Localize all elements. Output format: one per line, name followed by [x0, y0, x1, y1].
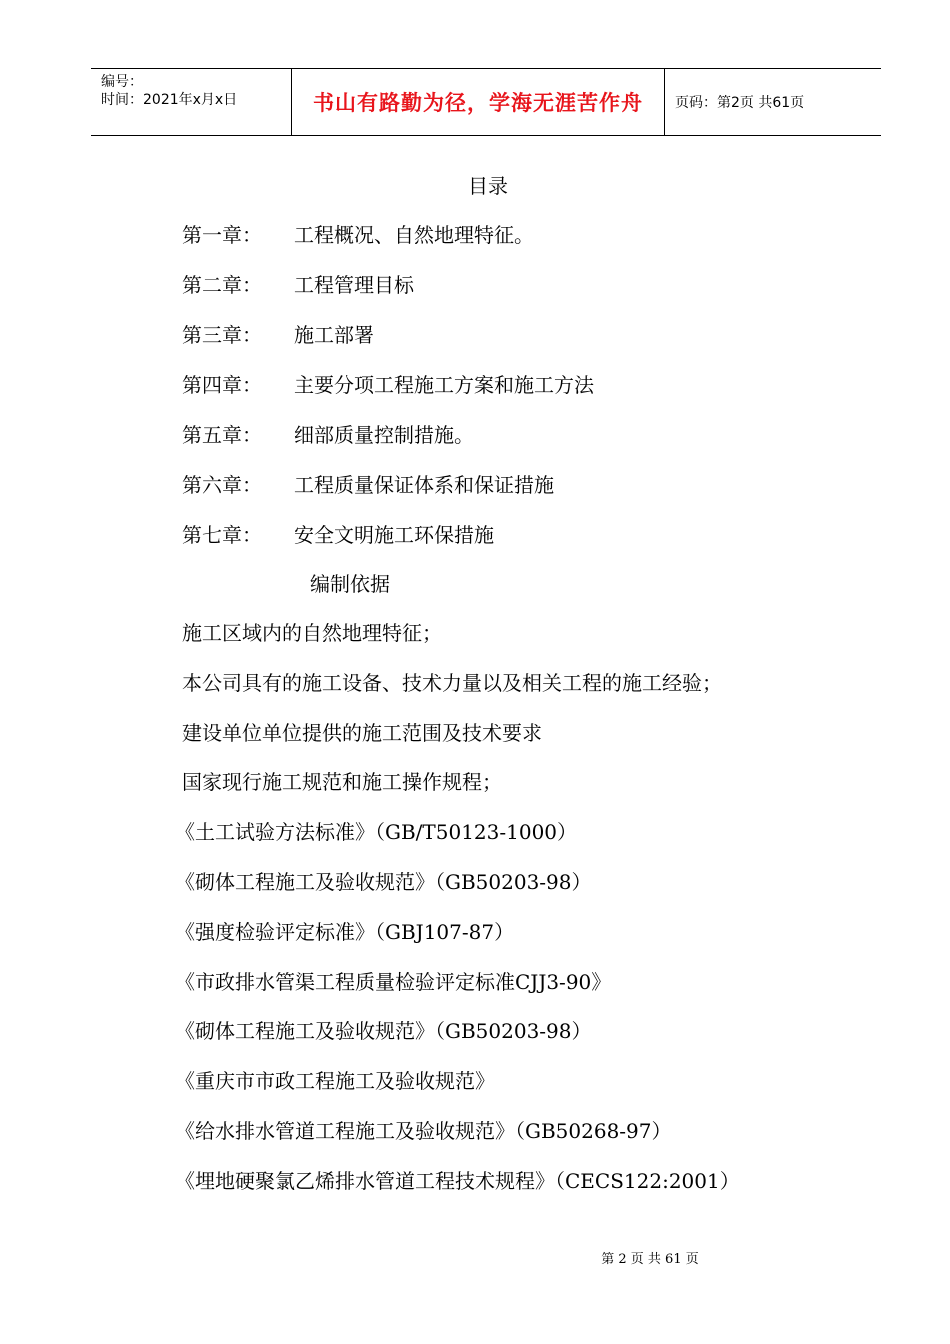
basis-item: 《强度检验评定标准》（GBJ107-87） — [175, 919, 515, 944]
chapter-title: 工程概况、自然地理特征。 — [294, 223, 534, 247]
chapter-title: 工程管理目标 — [294, 273, 414, 297]
basis-item: 《埋地硬聚氯乙烯排水管道工程技术规程》（CECS122:2001） — [175, 1168, 740, 1193]
chapter-number: 第四章： — [182, 373, 262, 397]
basis-item: 《市政排水管渠工程质量检验评定标准CJJ3-90》 — [175, 969, 612, 994]
basis-title: 编制依据 — [310, 572, 390, 596]
basis-item: 《砌体工程施工及验收规范》（GB50203-98） — [175, 1019, 592, 1044]
header-meta — [91, 69, 292, 135]
toc-item — [182, 220, 594, 270]
toc-list — [182, 220, 594, 570]
header-page-info: 页码：第2页 共61页 — [675, 95, 805, 111]
basis-item: 施工区域内的自然地理特征； — [182, 621, 442, 645]
toc-title: 目录 — [468, 174, 508, 198]
toc-item — [182, 370, 594, 420]
chapter-title: 主要分项工程施工方案和施工方法 — [294, 373, 594, 397]
toc-item — [182, 470, 594, 520]
page-footer: 第 2 页 共 61 页 — [601, 1252, 699, 1267]
chapter-title: 安全文明施工环保措施 — [294, 523, 494, 547]
toc-item — [182, 520, 594, 570]
basis-item: 《给水排水管道工程施工及验收规范》（GB50268-97） — [175, 1118, 672, 1143]
basis-list — [175, 618, 740, 1216]
toc-item — [182, 320, 594, 370]
chapter-number: 第一章： — [182, 223, 262, 247]
basis-item: 《土工试验方法标准》（GB/T50123-1000） — [175, 820, 578, 845]
toc-item — [182, 420, 594, 470]
serial-label: 编号： — [101, 74, 143, 90]
chapter-title: 细部质量控制措施。 — [294, 423, 474, 447]
chapter-title: 工程质量保证体系和保证措施 — [294, 473, 554, 497]
page-header — [91, 68, 881, 136]
basis-item: 《砌体工程施工及验收规范》（GB50203-98） — [175, 869, 592, 894]
chapter-number: 第三章： — [182, 323, 262, 347]
basis-item: 国家现行施工规范和施工操作规程； — [182, 770, 502, 795]
basis-item: 本公司具有的施工设备、技术力量以及相关工程的施工经验； — [182, 670, 722, 695]
chapter-title: 施工部署 — [294, 323, 374, 347]
chapter-number: 第二章： — [182, 273, 262, 297]
chapter-number: 第七章： — [182, 523, 262, 547]
time-label: 时间：2021年x月x日 — [101, 92, 238, 108]
toc-item — [182, 270, 594, 320]
basis-item: 《重庆市市政工程施工及验收规范》 — [175, 1069, 495, 1094]
header-motto: 书山有路勤为径，学海无涯苦作舟 — [292, 69, 665, 135]
chapter-number: 第五章： — [182, 423, 262, 447]
basis-item: 建设单位单位提供的施工范围及技术要求 — [182, 720, 542, 745]
chapter-number: 第六章： — [182, 473, 262, 497]
